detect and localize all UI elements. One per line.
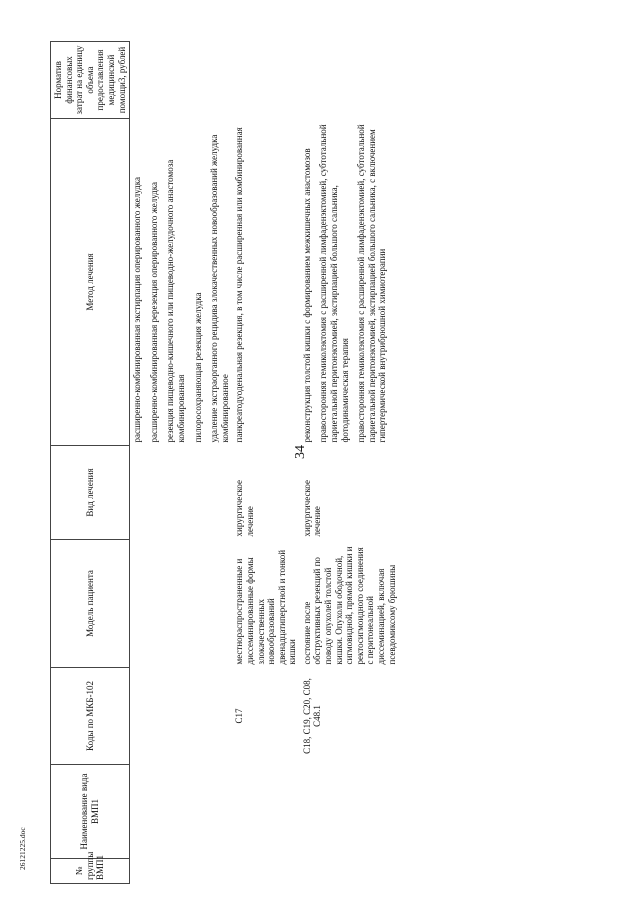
patient-model-cell: местнораспространенные и диссеминированные формы злокачественных новообразований двенадцатиперстной и тонкой кишки — [234, 549, 298, 665]
table-row — [232, 42, 300, 884]
header-cost-norm: Норматив финансовых затрат на единицу объема предоставления медицинской помощи3, рублей — [51, 42, 130, 119]
treatment-table — [50, 41, 399, 884]
method-item: расширенно-комбинированная экстирпация оперированного желудка — [132, 177, 143, 443]
method-item: правосторонняя гемиколэктомия с расширенной лимфаденэктомией, субтотальной париетальной перитонэктомией, экстирпацией большого сальника, с включением гипертермической внутрибрюшной химиотерапии — [356, 124, 388, 443]
icd-codes-cell: C17 — [234, 708, 245, 724]
page-number: 34 — [293, 445, 308, 459]
icd-codes-cell: C18, C19, C20, C08, C48.1 — [301, 678, 323, 754]
treatment-type-cell: хирургическое лечение — [301, 480, 323, 537]
treatment-type-cell: хирургическое лечение — [234, 480, 255, 537]
method-item: расширенно-комбинированная ререзекция оперированного желудка — [148, 182, 159, 443]
header-vmp-name: Наименование вида ВМП1 — [51, 765, 130, 859]
method-item: пилоросохраняющая резекция желудка — [192, 292, 203, 443]
icd-codes-cell — [130, 668, 233, 765]
method-item: правосторонняя гемиколэктомия с расширенной лимфаденэктомией, субтотальной париетальной перитонэктомией, экстирпацией большого сальника, фотодинамическая терапия — [318, 124, 350, 443]
method-item: удаление экстраорганного рецидива злокачественных новообразований желудка комбинированное — [209, 134, 230, 443]
patient-model-cell — [130, 540, 233, 668]
rotated-page-content — [50, 42, 624, 884]
treatment-method-cell — [130, 119, 233, 446]
method-item: панкреатодуоденальная резекция, в том числе расширенная или комбинированная — [234, 127, 245, 443]
method-item: реконструкция толстой кишки с формированием межкишечных анастомозов — [301, 148, 312, 443]
table-header-row — [51, 42, 130, 884]
treatment-method-cell — [232, 119, 300, 446]
header-group-number: № группы ВМП1 — [51, 859, 130, 884]
header-treatment-type: Вид лечения — [51, 446, 130, 540]
header-patient-model: Модель пациента — [51, 540, 130, 668]
treatment-type-cell — [130, 446, 233, 540]
table-row — [300, 42, 399, 884]
method-item: резекция пищеводно-кишечного или пищеводно-желудочного анастомоза комбинированная — [165, 159, 186, 443]
header-icd-codes: Коды по МКБ-102 — [51, 668, 130, 765]
table-row — [130, 42, 233, 884]
document-filename: 26121225.doc — [18, 827, 27, 870]
treatment-method-cell — [300, 119, 399, 446]
header-treatment-method: Метод лечения — [51, 119, 130, 446]
patient-model-cell: состояние после обструктивных резекций по поводу опухолей толстой кишки. Опухоли ободочной, сигмовидной, прямой кишки и ректосигмоидного соединения с перитонеальной диссеминацией, включая псевдомиксому брюшины — [301, 546, 397, 665]
